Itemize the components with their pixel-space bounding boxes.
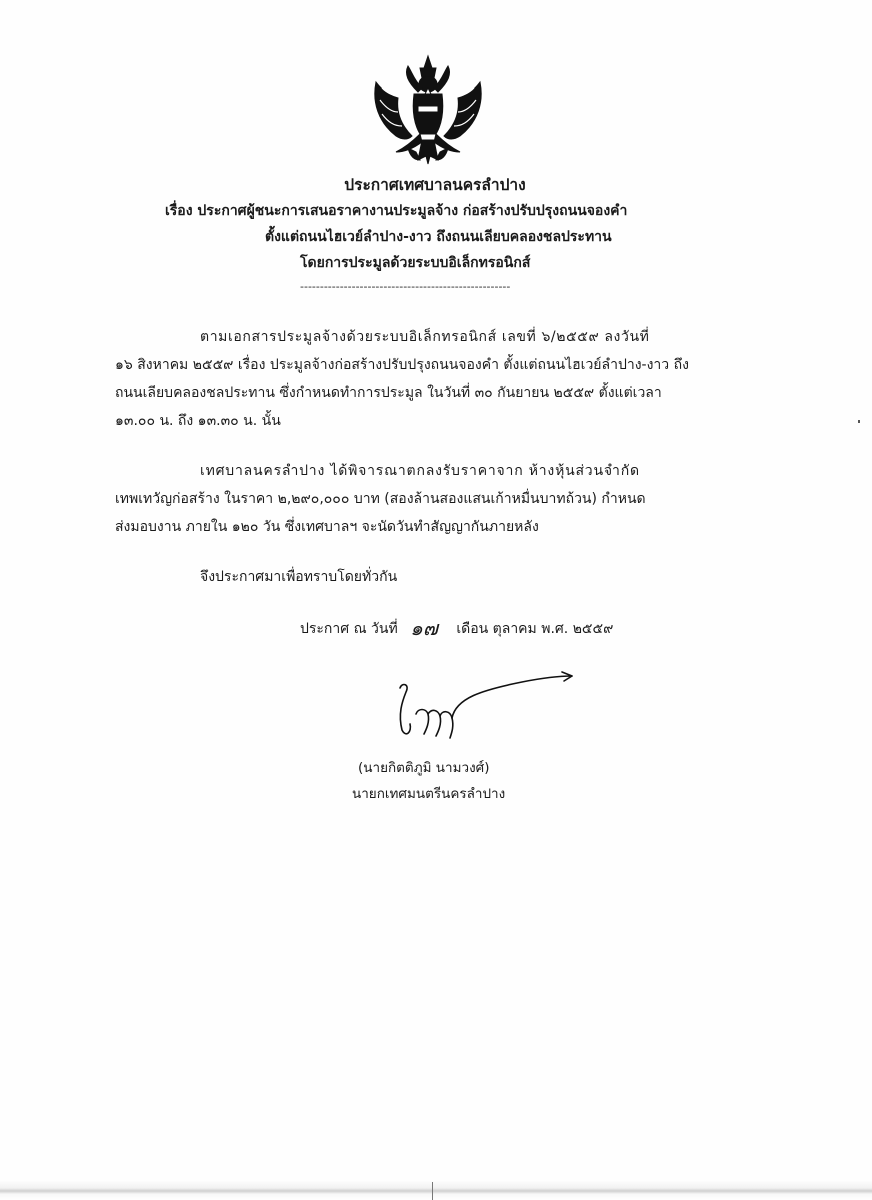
announcement-date	[300, 618, 613, 638]
signatory-title: นายกเทศมนตรีนครลำปาง	[352, 786, 506, 802]
header-divider: -----------------------------------------------------	[300, 280, 511, 293]
signatory-name: (นายกิตติภูมิ นามวงศ์)	[358, 760, 490, 776]
scan-speck	[858, 420, 860, 423]
announcement-subject-line3: โดยการประมูลด้วยระบบอิเล็กทรอนิกส์	[300, 255, 531, 271]
date-day-handwritten: ๑๗	[410, 616, 438, 640]
announcement-subject-line2: ตั้งแต่ถนนไฮเวย์ลำปาง-งาว ถึงถนนเลียบคลองชลประทาน	[265, 229, 612, 245]
paragraph1-line4: ๑๓.๐๐ น. ถึง ๑๓.๓๐ น. นั้น	[115, 413, 281, 429]
announcement-subject: เรื่อง ประกาศผู้ชนะการเสนอราคางานประมูลจ้าง ก่อสร้างปรับปรุงถนนจองคำ	[165, 203, 628, 219]
paragraph1-line3: ถนนเลียบคลองชลประทาน ซึ่งกำหนดทำการประมูล ในวันที่ ๓๐ กันยายน ๒๕๕๙ ตั้งแต่เวลา	[115, 385, 662, 401]
garuda-emblem-icon	[368, 52, 488, 168]
closing-statement: จึงประกาศมาเพื่อทราบโดยทั่วกัน	[200, 569, 398, 585]
scan-bottom-edge	[0, 1180, 872, 1200]
scan-edge-mark	[432, 1182, 433, 1200]
paragraph1-line2: ๑๖ สิงหาคม ๒๕๕๙ เรื่อง ประมูลจ้างก่อสร้างปรับปรุงถนนจองคำ ตั้งแต่ถนนไฮเวย์ลำปาง-งาว ถึง	[115, 357, 689, 373]
date-suffix: เดือน ตุลาคม พ.ศ. ๒๕๕๙	[456, 621, 614, 637]
paragraph2-line1: เทศบาลนครลำปาง ได้พิจารณาตกลงรับราคาจาก ห้างหุ้นส่วนจำกัด	[200, 463, 640, 479]
paragraph1-line1: ตามเอกสารประมูลจ้างด้วยระบบอิเล็กทรอนิกส์ เลขที่ ๖/๒๕๕๙ ลงวันที่	[200, 329, 650, 345]
handwritten-signature	[372, 668, 582, 748]
paragraph2-line2: เทพเทวัญก่อสร้าง ในราคา ๒,๒๙๐,๐๐๐ บาท (สองล้านสองแสนเก้าหมื่นบาทถ้วน) กำหนด	[115, 491, 646, 507]
announcement-title: ประกาศเทศบาลนครลำปาง	[344, 176, 526, 194]
date-prefix: ประกาศ ณ วันที่	[300, 621, 398, 637]
paragraph2-line3: ส่งมอบงาน ภายใน ๑๒๐ วัน ซึ่งเทศบาลฯ จะนัดวันทำสัญญากันภายหลัง	[115, 519, 539, 535]
